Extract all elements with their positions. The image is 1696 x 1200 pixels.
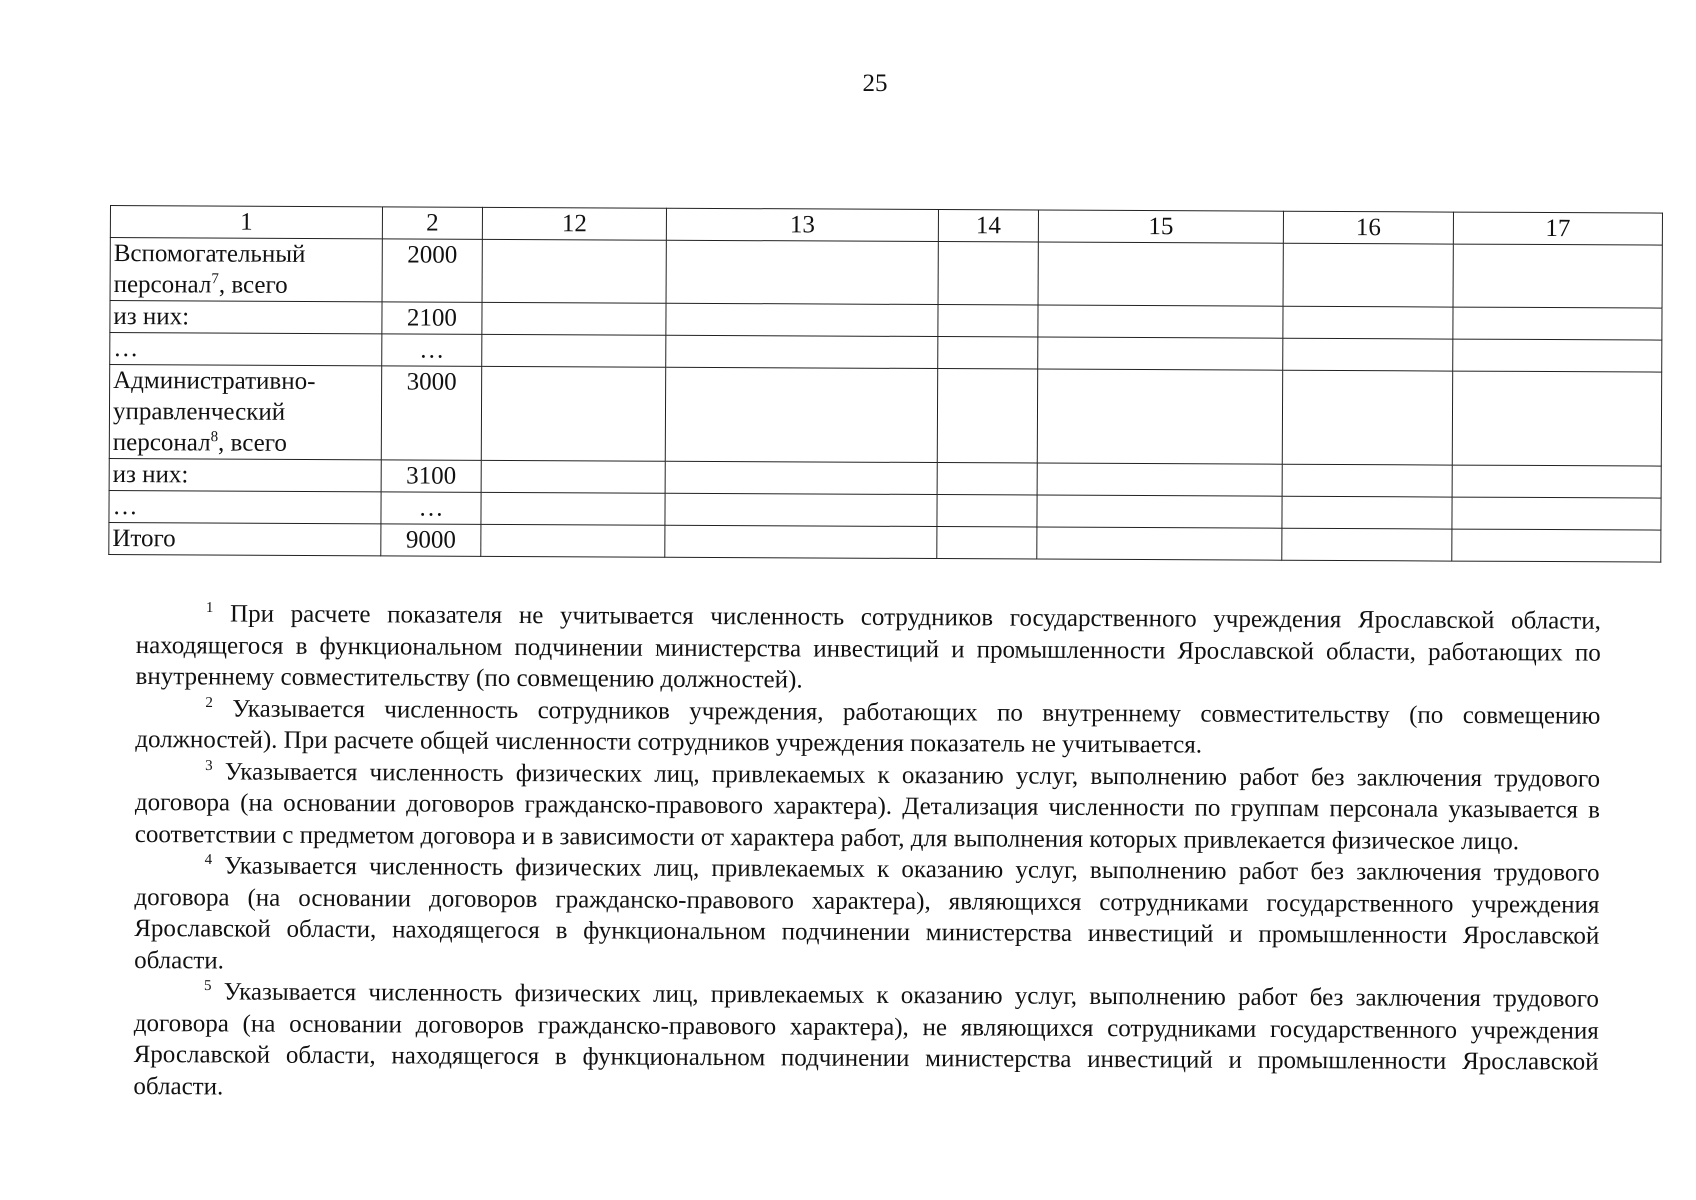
row-name-cell — [109, 365, 381, 460]
footnote-3 — [135, 755, 1600, 857]
footnote-2 — [135, 692, 1600, 763]
empty-cell — [1452, 371, 1661, 466]
row-code: 3100 — [381, 460, 481, 492]
footnote-5 — [133, 976, 1599, 1110]
empty-cell — [1282, 464, 1452, 497]
column-header: 2 — [382, 207, 482, 239]
row-name-cell — [110, 301, 382, 334]
empty-cell — [937, 463, 1037, 495]
row-name: Итого — [112, 525, 176, 553]
empty-cell — [666, 335, 938, 368]
row-code: 9000 — [381, 524, 481, 556]
row-code: … — [381, 492, 481, 524]
row-name-cell — [109, 522, 381, 555]
column-header: 1 — [110, 206, 382, 239]
empty-cell — [1282, 496, 1452, 529]
footnote-text: При расчете показателя не учитывается численность сотрудников государственного учреждения Ярославской области, находящегося в функциональном подчинении министерства инвестиций и промышленности Ярославской области, работающих по внутреннему совместительству (по совмещению должностей). — [135, 600, 1601, 694]
column-header: 15 — [1038, 210, 1283, 243]
empty-cell — [665, 367, 937, 462]
empty-cell — [1453, 307, 1662, 340]
empty-cell — [1282, 370, 1452, 465]
empty-cell — [481, 460, 665, 493]
row-name-cell — [110, 238, 382, 302]
empty-cell — [938, 242, 1038, 305]
row-name-suffix: , всего — [218, 429, 287, 457]
empty-cell — [1038, 242, 1283, 306]
column-header: 17 — [1453, 212, 1662, 245]
empty-cell — [937, 527, 1037, 559]
footnote-marker: 5 — [203, 978, 212, 995]
column-header: 12 — [482, 207, 666, 240]
empty-cell — [482, 334, 666, 367]
footnote-ref: 7 — [211, 271, 219, 288]
empty-cell — [1038, 305, 1283, 338]
row-name: … — [113, 335, 139, 363]
column-header: 16 — [1283, 211, 1453, 244]
row-name: … — [112, 493, 138, 521]
table-row — [109, 522, 1661, 562]
empty-cell — [938, 337, 1038, 369]
footnote-marker: 1 — [205, 600, 214, 617]
row-name: из них: — [112, 461, 189, 489]
footnote-marker: 4 — [204, 852, 213, 869]
empty-cell — [1037, 369, 1282, 464]
row-name: Административно-управленческий персонал — [112, 367, 316, 457]
empty-cell — [665, 525, 937, 558]
empty-cell — [1283, 243, 1453, 307]
footnote-marker: 3 — [205, 757, 213, 774]
empty-cell — [1452, 529, 1661, 562]
empty-cell — [1283, 338, 1453, 371]
empty-cell — [481, 366, 665, 461]
row-code: … — [382, 334, 482, 366]
empty-cell — [1037, 463, 1282, 496]
row-name: Вспомогательный персонал — [113, 240, 306, 299]
empty-cell — [1038, 337, 1283, 370]
row-name-suffix: , всего — [218, 271, 288, 299]
table-row — [110, 238, 1662, 309]
footnote-4 — [134, 850, 1600, 984]
footnote-text: Указывается численность физических лиц, привлекаемых к оказанию услуг, выполнению работ без заключения трудового договора (на основании договоров гражданско-правового характера). Детализация численности по группам персонала указывается в соответствии с предметом договора и в зависимости от характера работ, для выполнения которых привлекается физическое лицо. — [134, 757, 1601, 855]
empty-cell — [665, 461, 937, 494]
empty-cell — [937, 369, 1037, 463]
empty-cell — [1452, 465, 1661, 498]
footnotes — [133, 598, 1601, 1110]
empty-cell — [1037, 527, 1282, 560]
column-header: 14 — [938, 210, 1038, 242]
empty-cell — [665, 493, 937, 526]
empty-cell — [1453, 244, 1662, 308]
empty-cell — [937, 495, 1037, 527]
row-code: 2100 — [382, 302, 482, 334]
empty-cell — [666, 240, 938, 304]
staff-table — [108, 205, 1663, 563]
footnote-ref: 8 — [210, 429, 219, 446]
footnote-text: Указывается численность физических лиц, привлекаемых к оказанию услуг, выполнению работ без заключения трудового договора (на основании договоров гражданско-правового характера), не являющихся сотрудниками государственного учреждения Ярославской области, находящегося в функциональном подчинении министерства инвестиций и промышленности Ярославской области. — [133, 978, 1599, 1100]
row-name: из них: — [113, 303, 190, 331]
empty-cell — [482, 302, 666, 335]
row-name-cell — [109, 490, 381, 523]
table-row — [109, 365, 1661, 467]
footnote-text: Указывается численность физических лиц, привлекаемых к оказанию услуг, выполнению работ без заключения трудового договора (на основании договоров гражданско-правового характера), являющихся сотрудниками государственного учреждения Ярославской области, находящегося в функциональном подчинении министерства инвестиций и промышленности Ярославской области. — [134, 852, 1600, 974]
empty-cell — [1452, 497, 1661, 530]
empty-cell — [482, 239, 666, 303]
page-number: 25 — [862, 70, 888, 97]
footnote-1 — [136, 598, 1601, 700]
empty-cell — [481, 492, 665, 525]
empty-cell — [1283, 306, 1453, 339]
row-code: 3000 — [381, 366, 481, 460]
row-name-cell — [109, 458, 381, 491]
empty-cell — [666, 303, 938, 336]
empty-cell — [481, 524, 665, 557]
column-header: 13 — [666, 208, 938, 241]
row-code: 2000 — [382, 239, 482, 302]
row-name-cell — [110, 333, 382, 366]
footnote-marker: 2 — [205, 694, 213, 711]
empty-cell — [938, 305, 1038, 337]
empty-cell — [1453, 339, 1662, 372]
footnote-text: Указывается численность сотрудников учреждения, работающих по внутреннему совместительству (по совмещению должностей). При расчете общей численности сотрудников учреждения показатель не учитывается. — [135, 694, 1601, 759]
empty-cell — [1037, 495, 1282, 528]
empty-cell — [1282, 528, 1452, 561]
